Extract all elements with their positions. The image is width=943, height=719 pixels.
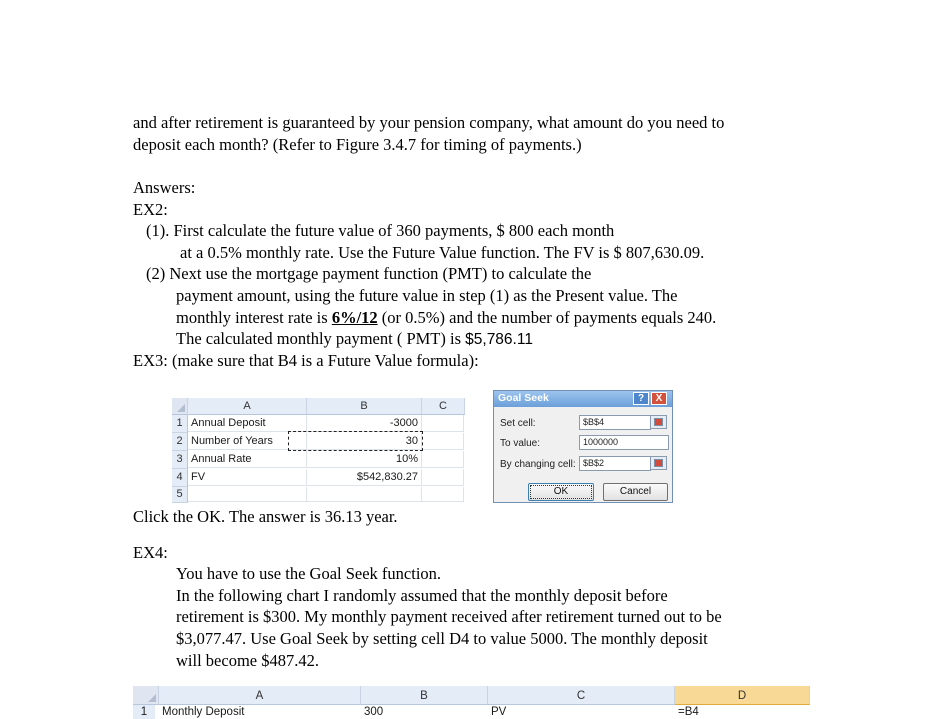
paragraph-line-2: deposit each month? (Refer to Figure 3.4.7 for timing of payments.): [133, 135, 582, 154]
cell-a3[interactable]: Annual Rate: [188, 451, 307, 468]
ex4-line-3: retirement is $300. My monthly payment received after retirement turned out to be: [176, 607, 722, 626]
cell-b2[interactable]: 30: [307, 433, 422, 450]
cell-c2[interactable]: [422, 433, 464, 450]
cell-c1[interactable]: [422, 415, 464, 432]
ex2-step2-line3-c: (or 0.5%) and the number of payments equals 240.: [377, 308, 717, 327]
cell-a1-2[interactable]: Monthly Deposit: [162, 706, 245, 718]
row-number-4[interactable]: 4: [172, 469, 188, 487]
set-cell-ref-icon[interactable]: [650, 415, 667, 429]
cell-c5[interactable]: [422, 487, 464, 502]
ex2-rate-emphasis: 6%/12: [331, 308, 378, 327]
cell-a2[interactable]: Number of Years: [188, 433, 307, 450]
cell-b1[interactable]: -3000: [307, 415, 422, 432]
ex4-line-5: will become $487.42.: [176, 651, 319, 670]
col-header-c-2[interactable]: C: [488, 686, 675, 705]
ex3-conclusion: Click the OK. The answer is 36.13 year.: [133, 507, 398, 526]
changing-cell-ref-icon[interactable]: [650, 456, 667, 470]
ex2-step2-line4: [176, 329, 533, 350]
dialog-title: Goal Seek: [498, 392, 549, 404]
col-header-c[interactable]: C: [422, 398, 465, 415]
ok-button[interactable]: OK: [528, 483, 594, 501]
ex2-step1-line2: at a 0.5% monthly rate. Use the Future Value function. The FV is $ 807,630.09.: [180, 243, 705, 262]
to-value-input[interactable]: 1000000: [579, 435, 669, 450]
ex2-step2-line3-a: monthly interest rate is: [176, 308, 332, 327]
col-header-d-2[interactable]: D: [675, 686, 810, 705]
row-number-2[interactable]: 2: [172, 433, 188, 451]
changing-cell-input[interactable]: $B$2: [579, 456, 651, 471]
ex4-spreadsheet: [133, 686, 809, 719]
cell-c1-2[interactable]: PV: [491, 706, 507, 718]
col-header-b[interactable]: B: [307, 398, 422, 415]
ex2-step2-line4-a: The calculated monthly payment ( PMT) is: [176, 329, 466, 348]
changing-cell-label: By changing cell:: [500, 459, 576, 470]
col-header-a[interactable]: A: [188, 398, 307, 415]
cell-a5[interactable]: [188, 487, 307, 502]
cell-c3[interactable]: [422, 451, 464, 468]
ex4-line-2: In the following chart I randomly assumed that the monthly deposit before: [176, 586, 668, 605]
to-value-label: To value:: [500, 438, 541, 449]
ex3-spreadsheet: [172, 398, 464, 502]
ex3-heading: EX3: (make sure that B4 is a Future Value formula):: [133, 351, 479, 370]
cell-c4[interactable]: [422, 469, 464, 486]
set-cell-input[interactable]: $B$4: [579, 415, 651, 430]
goal-seek-dialog: [493, 390, 673, 503]
ex2-heading: EX2:: [133, 200, 168, 219]
ex4-line-4: $3,077.47. Use Goal Seek by setting cell D4 to value 5000. The monthly deposit: [176, 629, 708, 648]
row-number-3[interactable]: 3: [172, 451, 188, 469]
help-icon[interactable]: ?: [633, 392, 649, 405]
ex2-step2-line3: [176, 308, 716, 328]
col-header-b-2[interactable]: B: [361, 686, 488, 705]
cell-b4[interactable]: $542,830.27: [307, 469, 422, 486]
ex4-heading: EX4:: [133, 543, 168, 562]
answers-heading: Answers:: [133, 178, 196, 197]
row-number-1-2[interactable]: 1: [133, 705, 155, 719]
ex2-step2-line1: (2) Next use the mortgage payment function (PMT) to calculate the: [146, 264, 592, 283]
select-all-corner[interactable]: [172, 398, 188, 415]
copy-marquee-b2: [288, 431, 423, 451]
ex2-step2-line2: payment amount, using the future value in step (1) as the Present value. The: [176, 286, 678, 305]
paragraph-line-1: and after retirement is guaranteed by your pension company, what amount do you need to: [133, 113, 725, 132]
ex4-line-1: You have to use the Goal Seek function.: [176, 564, 442, 583]
row-number-1[interactable]: 1: [172, 415, 188, 433]
ex2-step1-line1: (1). First calculate the future value of 360 payments, $ 800 each month: [146, 221, 615, 240]
set-cell-label: Set cell:: [500, 418, 536, 429]
cell-a4[interactable]: FV: [188, 469, 307, 486]
cancel-button[interactable]: Cancel: [603, 483, 668, 501]
row-number-5[interactable]: 5: [172, 487, 188, 503]
select-all-corner-2[interactable]: [133, 686, 159, 705]
close-icon[interactable]: X: [651, 392, 667, 405]
cell-d1-2[interactable]: =B4: [678, 706, 699, 718]
cell-a1[interactable]: Annual Deposit: [188, 415, 307, 432]
cell-b1-2[interactable]: 300: [364, 706, 384, 718]
ex2-pmt-value: $5,786.11: [465, 331, 533, 348]
cell-b5[interactable]: [307, 487, 422, 502]
col-header-a-2[interactable]: A: [159, 686, 361, 705]
cell-b3[interactable]: 10%: [307, 451, 422, 468]
